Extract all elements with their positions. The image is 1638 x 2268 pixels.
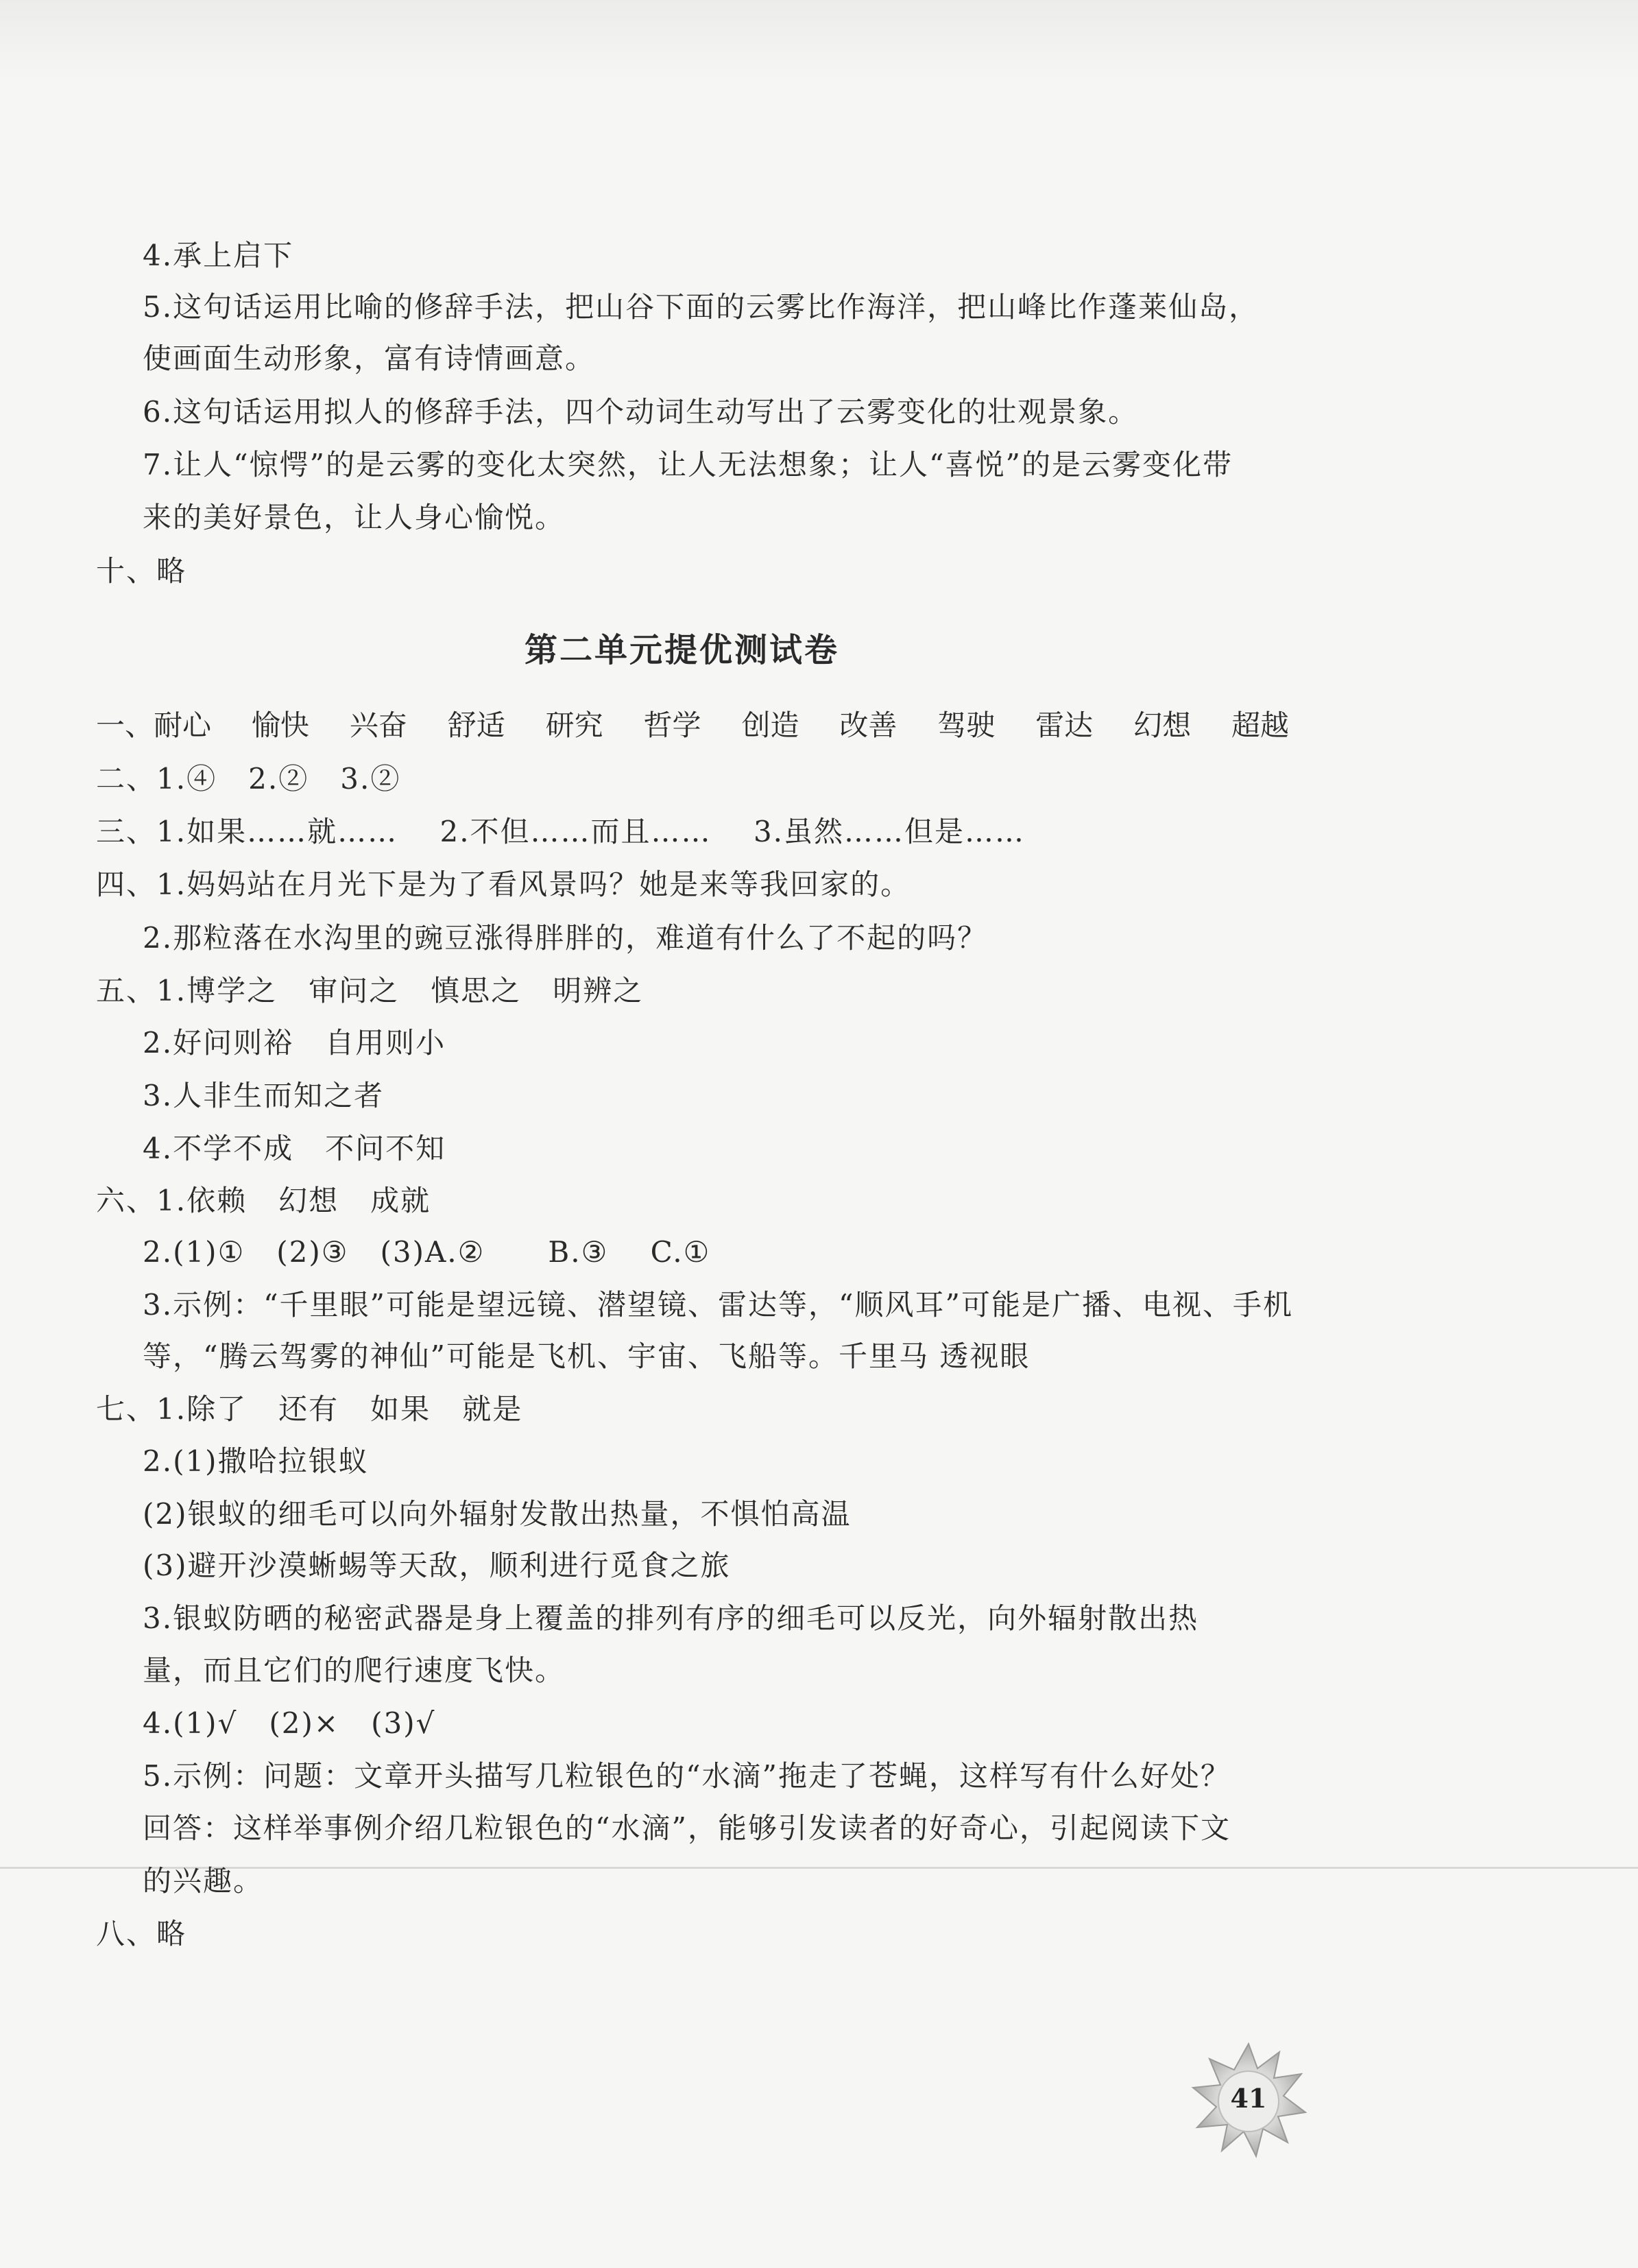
answer-q4: 4.承上启下 [143, 239, 294, 272]
answer-q5-line1: 5.这句话运用比喻的修辞手法，把山谷下面的云雾比作海洋，把山峰比作蓬莱仙岛， [143, 290, 1260, 324]
page-title: 第二单元提优测试卷 [525, 631, 840, 669]
section-six-line2: 2.(1)① (2)③ (3)A.② B.③ C.① [143, 1235, 711, 1269]
section-seven-line6: 量，而且它们的爬行速度飞快。 [143, 1654, 566, 1687]
answer-q7-line2: 来的美好景色，让人身心愉悦。 [143, 501, 566, 534]
section-four-line1: 四、1.妈妈站在月光下是为了看风景吗？她是来等我回家的。 [96, 868, 911, 901]
word-item: 研究 [545, 708, 603, 742]
section-five-line1: 五、1.博学之 审问之 慎思之 明辨之 [96, 974, 644, 1007]
word-item: 超越 [1231, 708, 1289, 742]
section-three: 三、1.如果……就…… 2.不但……而且…… 3.虽然……但是…… [96, 815, 1026, 848]
word-item: 舒适 [447, 708, 505, 742]
section-five-line4: 4.不学不成 不问不知 [143, 1132, 446, 1165]
page-top-shade [0, 0, 1638, 82]
section-seven-line2: 2.(1)撒哈拉银蚁 [143, 1444, 369, 1478]
section-seven-line10: 的兴趣。 [143, 1864, 264, 1898]
section-seven-line4: (3)避开沙漠蜥蜴等天敌，顺利进行觅食之旅 [143, 1549, 731, 1582]
page-number: 41 [1230, 2083, 1267, 2114]
section-four-line2: 2.那粒落在水沟里的豌豆涨得胖胖的，难道有什么了不起的吗？ [143, 921, 988, 955]
section-five-line2: 2.好问则裕 自用则小 [143, 1026, 446, 1060]
section-one [96, 706, 1289, 745]
word-item: 幻想 [1133, 708, 1192, 742]
word-item: 兴奋 [349, 708, 407, 742]
word-item: 改善 [839, 708, 898, 742]
section-two: 二、1.④ 2.② 3.② [96, 762, 401, 796]
word-item: 创造 [741, 708, 799, 742]
answer-q6: 6.这句话运用拟人的修辞手法，四个动词生动写出了云雾变化的壮观景象。 [143, 395, 1139, 429]
section-seven-line3: (2)银蚁的细毛可以向外辐射发散出热量，不惧怕高温 [143, 1497, 852, 1531]
word-item: 愉快 [251, 708, 309, 742]
section-five-line3: 3.人非生而知之者 [143, 1079, 385, 1112]
word-item: 哲学 [643, 708, 701, 742]
section-one-label: 一、耐心 [96, 708, 212, 742]
section-six-line4: 等，“腾云驾雾的神仙”可能是飞机、宇宙、飞船等。千里马 透视眼 [143, 1339, 1031, 1373]
word-item: 驾驶 [937, 708, 996, 742]
section-eight: 八、略 [96, 1917, 187, 1950]
section-six-line1: 六、1.依赖 幻想 成就 [96, 1184, 431, 1217]
section-seven-line1: 七、1.除了 还有 如果 就是 [96, 1392, 523, 1426]
section-six-line3: 3.示例：“千里眼”可能是望远镜、潜望镜、雷达等，“顺风耳”可能是广播、电视、手机 [143, 1288, 1293, 1322]
section-seven-line7: 4.(1)√ (2)× (3)√ [143, 1706, 436, 1740]
answer-q5-line2: 使画面生动形象，富有诗情画意。 [143, 342, 596, 375]
section-seven-line9: 回答：这样举事例介绍几粒银色的“水滴”，能够引发读者的好奇心，引起阅读下文 [143, 1811, 1231, 1845]
section-seven-line8: 5.示例：问题：文章开头描写几粒银色的“水滴”拖走了苍蝇，这样写有什么好处？ [143, 1759, 1231, 1793]
word-item: 雷达 [1035, 708, 1094, 742]
section-ten: 十、略 [96, 554, 187, 588]
answer-q7-line1: 7.让人“惊愕”的是云雾的变化太突然，让人无法想象；让人“喜悦”的是云雾变化带 [143, 448, 1233, 481]
section-seven-line5: 3.银蚁防晒的秘密武器是身上覆盖的排列有序的细毛可以反光，向外辐射散出热 [143, 1601, 1199, 1635]
